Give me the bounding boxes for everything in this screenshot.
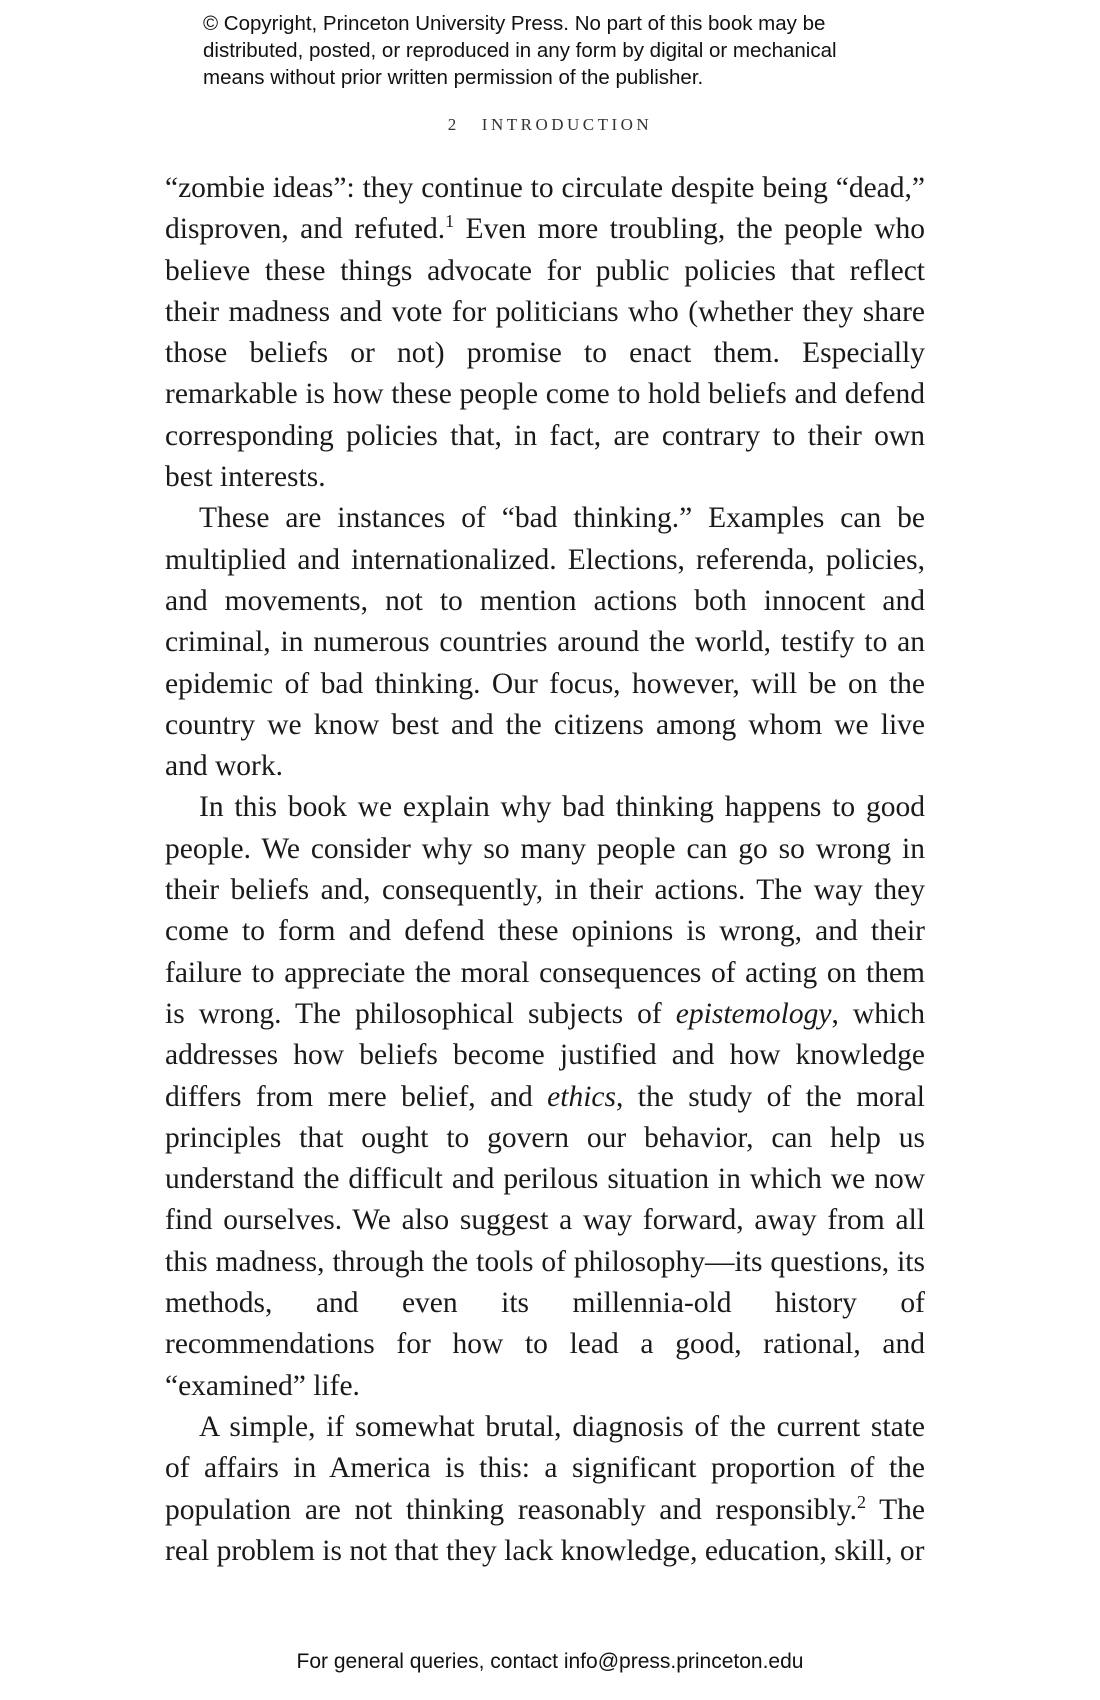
emphasis-term: ethics	[547, 1080, 616, 1113]
paragraph-text: A simple, if somewhat brutal, diagnosis of the current state of affairs in America is this: a significant proportion of the population are not thinking reasonably and responsibly.	[165, 1410, 925, 1526]
paragraph-text: The real problem is not that they lack knowledge, education, skill, or	[165, 1493, 925, 1567]
body-text	[165, 168, 925, 1572]
emphasis-term: epistemology	[675, 997, 832, 1030]
paragraph-text: , the study of the moral principles that ought to govern our behavior, can help us understand the difficult and perilous situation in which we now find ourselves. We also suggest a way forward, away from all this madness, through the tools of philosophy—its questions, its methods, and even its millennia-old history of recommendations for how to lead a good, rational, and “examined” life.	[165, 1080, 925, 1402]
copyright-line: means without prior written permission of the publisher.	[203, 66, 704, 89]
footnote-ref-1[interactable]: 1	[445, 211, 455, 232]
copyright-notice	[203, 10, 923, 91]
chapter-title: INTRODUCTION	[481, 115, 653, 134]
paragraph-text: In this book we explain why bad thinking happens to good people. We consider why so many people can go so wrong in their beliefs and, consequently, in their actions. The way they come to form and defend these opinions is wrong, and their failure to appreciate the moral consequences of acting on them is wrong. The philosophical subjects of	[165, 791, 925, 1030]
footnote-ref-2[interactable]: 2	[857, 1491, 866, 1512]
copyright-line: © Copyright, Princeton University Press. No part of this book may be	[203, 12, 826, 35]
paragraph-text: Even more troubling, the people who believe these things advocate for public policies that reflect their madness and vote for politicians who (whether they share those beliefs or not) promise to enact them. Especially remarkable is how these people come to hold beliefs and defend corresponding policies that, in fact, are contrary to their own best interests.	[165, 213, 925, 494]
paragraph-3	[165, 787, 925, 1406]
paragraph-4	[165, 1407, 925, 1572]
paragraph-text: These are instances of “bad thinking.” Examples can be multiplied and internationalized. Elections, referenda, policies, and movements, not to mention actions both innocent and criminal, in numerous countries around the world, testify to an epidemic of bad thinking. Our focus, however, will be on the country we know best and the citizens among whom we live and work.	[165, 502, 925, 783]
footer-contact: For general queries, contact info@press.princeton.edu	[296, 1650, 804, 1673]
paragraph-text: , which addresses how beliefs become justified and how knowledge differs from mere belief, and	[165, 997, 925, 1113]
paragraph-2	[165, 498, 925, 787]
paragraph-text: “zombie ideas”: they continue to circulate despite being “dead,” disproven, and refuted.	[165, 172, 925, 246]
running-head	[0, 115, 1100, 135]
copyright-line: distributed, posted, or reproduced in any form by digital or mechanical	[203, 39, 837, 62]
page-number: 2	[447, 115, 460, 134]
paragraph-1	[165, 168, 925, 498]
